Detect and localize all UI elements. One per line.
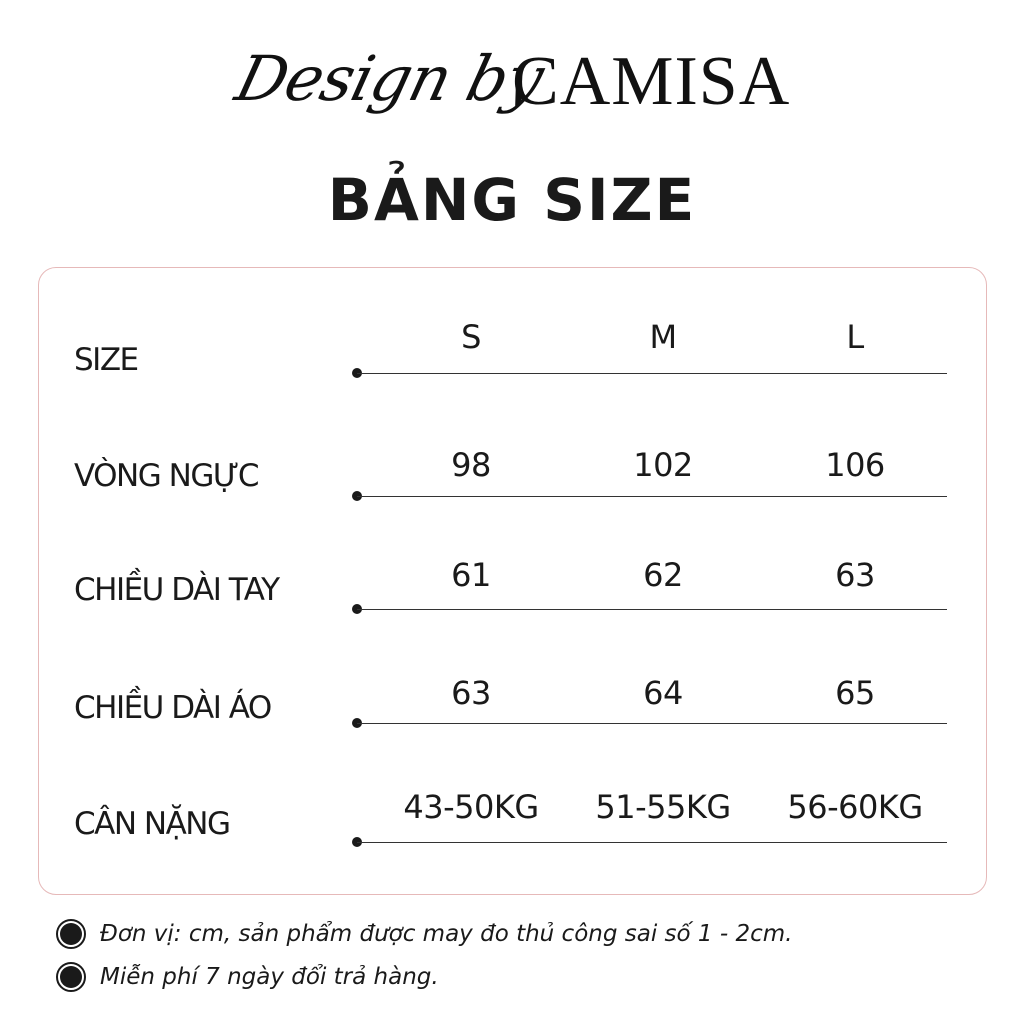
header-cell-l: L — [846, 318, 864, 356]
cell-sleeve-l: 63 — [835, 556, 875, 594]
page-title: BẢNG SIZE — [327, 166, 697, 234]
bullet-icon — [56, 919, 86, 949]
cell-chest-m: 102 — [633, 446, 693, 484]
row-label-sleeve-length: CHIỀU DÀI TAY — [74, 572, 279, 608]
logo-brand-text: CAMISA — [512, 43, 791, 120]
row-label-weight: CÂN NẶNG — [74, 806, 230, 842]
brand-logo — [0, 28, 1024, 118]
note-unit — [56, 919, 792, 949]
note-return-policy — [56, 962, 439, 992]
row-divider — [357, 496, 947, 497]
cell-weight-l: 56-60KG — [787, 788, 923, 826]
row-divider — [357, 723, 947, 724]
header-cell-m: M — [649, 318, 677, 356]
note-return-text: Miễn phí 7 ngày đổi trả hàng. — [100, 964, 439, 990]
bullet-icon — [56, 962, 86, 992]
cell-sleeve-s: 61 — [451, 556, 491, 594]
row-label-shirt-length: CHIỀU DÀI ÁO — [74, 690, 271, 726]
cell-chest-s: 98 — [451, 446, 491, 484]
cell-weight-s: 43-50KG — [403, 788, 539, 826]
row-divider — [357, 609, 947, 610]
logo-script-text: Design by — [228, 42, 551, 115]
header-cell-s: S — [461, 318, 481, 356]
cell-weight-m: 51-55KG — [595, 788, 731, 826]
note-unit-text: Đơn vị: cm, sản phẩm được may đo thủ công sai số 1 - 2cm. — [100, 921, 793, 947]
row-divider — [357, 842, 947, 843]
cell-shirt-s: 63 — [451, 674, 491, 712]
row-divider — [357, 373, 947, 374]
row-label-chest: VÒNG NGỰC — [74, 458, 259, 494]
row-label-size: SIZE — [74, 342, 138, 378]
cell-shirt-l: 65 — [835, 674, 875, 712]
cell-sleeve-m: 62 — [643, 556, 683, 594]
cell-chest-l: 106 — [825, 446, 885, 484]
cell-shirt-m: 64 — [643, 674, 683, 712]
